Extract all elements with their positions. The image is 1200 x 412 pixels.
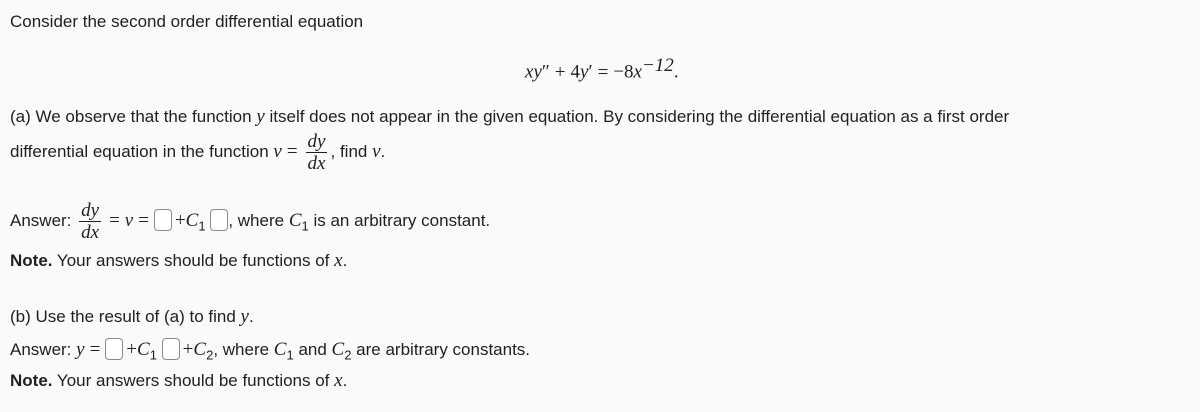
answer-b-c2-sub: 2 [206,347,214,363]
answer-a-c: C [185,209,199,231]
eq-equals: = [597,61,609,83]
answer-label-a: Answer: [10,210,77,230]
note-b-x: x [334,370,343,391]
eq-prime: ′ [588,61,593,83]
part-a-v2: v [372,140,381,162]
answer-b-tail1: , where [213,340,274,359]
part-a-note [10,250,347,272]
answer-fraction [79,200,101,243]
note-a-text: Your answers should be functions of [52,251,335,270]
part-a-text1 [10,106,1009,128]
answer-b-plus-2: + [182,339,194,360]
eq-double-prime: ″ [541,61,550,83]
part-b-answer-row [10,338,530,362]
note-a-x: x [334,250,343,271]
part-a-answer-row [10,200,490,243]
eq-exponent: −12 [641,55,674,76]
eq-four: 4 [570,61,581,83]
answer-label-b: Answer: [10,340,77,359]
answer-b-c1: C [137,339,150,360]
part-b-note [10,370,347,392]
answer-a-input-1[interactable] [154,209,172,231]
answer-b-tc2: C [331,339,345,360]
answer-b-equals: = [89,339,101,360]
part-a-equals: = [286,140,298,162]
part-b-text1-label: (b) Use the result of (a) to find [10,307,241,326]
eq-y: y [533,61,542,83]
part-a-period: . [380,141,386,161]
intro-label: Consider the second order differential equation [10,12,364,31]
part-a-text3-label: differential equation in the function [10,141,274,161]
eq-x: x [525,61,534,83]
answer-frac-num: dy [81,200,100,221]
part-b-period: . [248,307,254,326]
main-equation [525,55,679,84]
intro-text [10,12,363,32]
answer-b-plus-1: + [126,339,138,360]
answer-b-tail2: are arbitrary constants. [351,340,531,359]
part-b-y: y [240,306,249,327]
part-a-comma: , [330,141,336,161]
part-b-text [10,306,254,328]
answer-v: v [124,209,134,231]
answer-a-plus: + [174,209,186,231]
answer-equals-1: = [109,209,120,231]
eq-plus: + [554,61,566,83]
answer-b-tc1: C [273,339,287,360]
answer-a-tail2: is an arbitrary constant. [308,210,491,230]
part-a-y: y [256,106,265,127]
eq-rhs: −8 [613,61,634,83]
part-a-text1-label: (a) We observe that the function [10,107,257,126]
answer-b-y: y [76,339,85,360]
answer-equals-2: = [138,209,149,231]
part-a-text2 [10,131,385,174]
frac-num: dy [307,131,326,152]
note-b-text: Your answers should be functions of [52,371,335,390]
answer-a-c2-sub: 1 [301,218,309,234]
part-a-text4-label: find [335,141,373,161]
part-a-v: v [273,140,282,162]
answer-b-c2: C [193,339,207,360]
answer-b-input-1[interactable] [105,338,123,360]
answer-a-c2: C [288,209,302,231]
dy-dx-fraction [306,131,328,174]
eq-rhs-x: x [633,61,642,83]
part-a-text2-label: itself does not appear in the given equation. By considering the differential equation as a first order [264,107,1010,126]
note-b-period: . [342,371,348,390]
note-a-period: . [342,251,348,270]
note-a-bold: Note. [10,251,53,270]
answer-b-tc1-sub: 1 [286,347,294,363]
answer-b-tc2-sub: 2 [344,347,352,363]
eq-y2: y [580,61,589,83]
answer-a-input-2[interactable] [210,209,228,231]
note-b-bold: Note. [10,371,53,390]
answer-a-c-sub: 1 [198,218,206,234]
answer-a-tail: , where [228,210,289,230]
answer-b-and: and [293,340,332,359]
frac-den: dx [307,153,326,174]
eq-period: . [673,61,679,83]
answer-b-c1-sub: 1 [149,347,157,363]
answer-frac-den: dx [81,222,100,243]
answer-b-input-2[interactable] [162,338,180,360]
